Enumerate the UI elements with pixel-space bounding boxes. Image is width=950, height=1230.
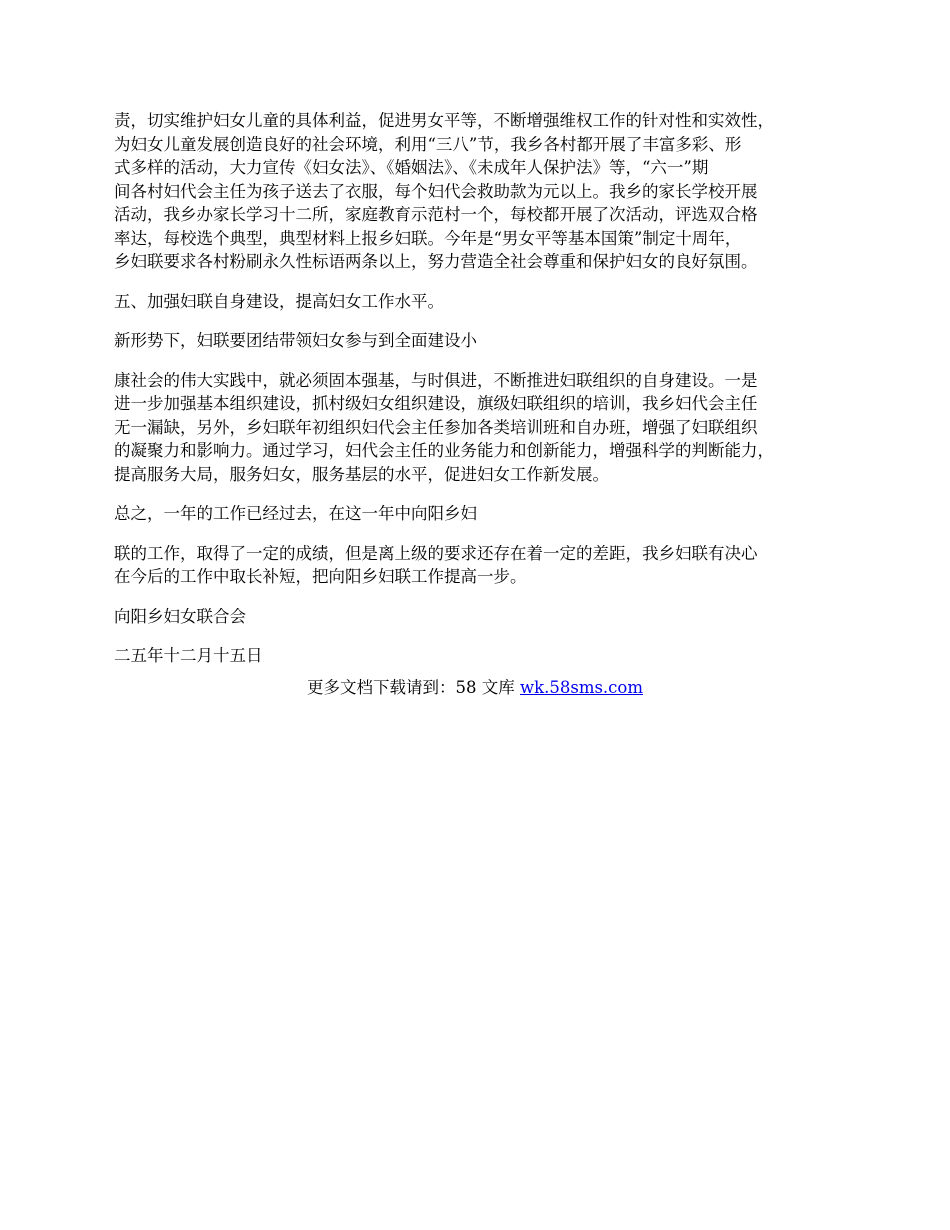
paragraph-summary-intro: 总之，一年的工作已经过去，在这一年中向阳乡妇 bbox=[114, 504, 477, 523]
paragraph-new-situation: 新形势下，妇联要团结带领妇女参与到全面建设小 bbox=[114, 331, 477, 350]
footer-text: 更多文档下载请到：58 文库 bbox=[306, 678, 520, 697]
download-footer bbox=[0, 676, 950, 699]
signature-organization: 向阳乡妇女联合会 bbox=[114, 606, 246, 626]
document-body bbox=[114, 109, 848, 668]
footer-link[interactable]: wk.58sms.com bbox=[519, 678, 643, 697]
paragraph-rights-protection: 责，切实维护妇女儿童的具体利益，促进男女平等，不断增强维权工作的针对性和实效性， 为妇女儿童发展创造良好的社会环境，利用“三八”节，我乡各村都开展了丰富多彩、形 式多样的活动，大力宣传《妇女法》、《婚姻法》、《未成年人保护法》等，“六一”期 间各村妇代会主任为孩子送去了衣服，每个妇代会救助款为元以上。我乡的家长学校开展 活动，我乡办家长学习十二所，家庭教育示范村一个，每校都开展了次活动，评选双合格 率达，每校选个典型，典型材料上报乡妇联。今年是“男女平等基本国策”制定十周年， 乡妇联要求各村粉刷永久性标语两条以上，努力营造全社会尊重和保护妇女的良好氛围。 bbox=[114, 111, 774, 271]
section-heading-self-building: 五、加强妇联自身建设，提高妇女工作水平。 bbox=[114, 291, 444, 311]
paragraph-summary: 联的工作，取得了一定的成绩，但是离上级的要求还存在着一定的差距，我乡妇联有决心 在今后的工作中取长补短，把向阳乡妇联工作提高一步。 bbox=[114, 543, 758, 586]
signature-date: 二五年十二月十五日 bbox=[114, 646, 263, 665]
paragraph-organization-building: 康社会的伟大实践中，就必须固本强基，与时俱进，不断推进妇联组织的自身建设。一是 进一步加强基本组织建设，抓村级妇女组织建设，旗级妇联组织的培训，我乡妇代会主任 无一漏缺，另外，乡妇联年初组织妇代会主任参加各类培训班和自办班，增强了妇联组织 的凝聚力和影响力。通过学习，妇代会主任的业务能力和创新能力，增强科学的判断能力， 提高服务大局，服务妇女，服务基层的水平，促进妇女工作新发展。 bbox=[114, 370, 774, 484]
